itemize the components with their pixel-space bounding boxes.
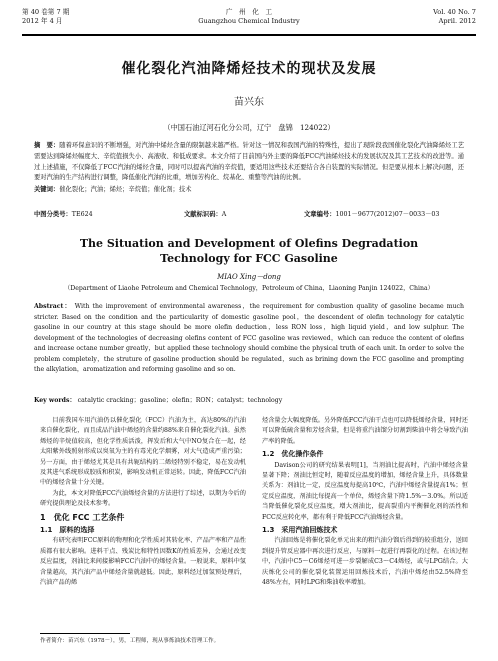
- author-footnote: 作者简介：苗兴东（1978－），男，工程师，现从事炼油技术管理工作。: [40, 638, 220, 644]
- keywords-label: 关键词：: [34, 186, 60, 194]
- english-abstract: [34, 302, 464, 376]
- subsection-heading: 1.3 采用汽油回炼技术: [262, 526, 338, 535]
- english-keywords-text: catalytic cracking；gasoline；olefin；RON；catalyst；technology: [77, 397, 283, 404]
- abstract: [34, 141, 464, 196]
- author-affiliation: （中国石油辽河石化分公司，辽宁 盘锦 124022）: [163, 123, 335, 132]
- body-paragraph: 目前我国车用汽油仍以催化裂化（FCC）汽油为主，高达80%的汽油来自催化裂化，而且成品汽油中烯烃的含量约88%来自催化裂化汽油。虽然烯烃的辛烷值较高，但化学性质活泼，挥发后和大气中NO复合在一起，经太阳紫外线照射形成以臭氧为主的有毒光化学烟雾，对大气造成严重污染；另一方面，由于烯烃尤其是具有共轭结构的二烯烃特别不稳定，易在发动机及其进气系统形成胶质和积炭，影响发动机正常运转。因此，降低FCC汽油中的烯烃含量十分关键。: [40, 417, 246, 487]
- abstract-text: 随着环保意识的不断增强，对汽油中烯烃含量的限制越来越严格。针对这一情况和我国汽油的特殊性，提出了现阶段我国催化裂化汽油降烯烃工艺需要达到降烯烃幅度大、辛烷值损失小、高液收、和低成要求。本文介绍了目前国内外主要的降低FCC汽油烯烃技术的发展状况及其工艺技术的改进等。通过上述措施，不仅降低了FCC汽油的烯烃含量，同时可以提高汽油的辛烷值，要适用这些技术还要结合各自装置的实际情况。但是要从根本上解决问题，还要对汽油的生产结构进行调整，降低催化汽油的比重，增加芳构化、烷基化、重整等汽油的比例。: [34, 142, 465, 182]
- english-keywords-label: Key words：: [34, 397, 76, 404]
- article-title: 催化裂化汽油降烯烃技术的现状及发展: [121, 61, 377, 77]
- article-number-label: 文章编号：: [304, 211, 336, 218]
- header-issue: Vol. 40 No. 7 April. 2012: [433, 8, 476, 25]
- body-paragraph: 有研究表明FCC原料的物理和化学性质对其转化率、产品产率和产品性质都有很大影响。进料干点、残炭比和特性因数K的性质差异，会通过改变反应温度，剂油比来间接影响FCC汽油中的烯烃含量。一般说来，原料中氢含量越高，其汽油产品中烯烃含量就越低。因此，原料经过加氢预处理后，汽油产品的烯: [40, 537, 246, 587]
- header-rule: [22, 35, 476, 36]
- body-right-column: [262, 416, 468, 589]
- english-keywords: [34, 396, 464, 406]
- article-number-value: 1001－9677(2012)07－0033－03: [335, 211, 440, 218]
- header-journal-name: 广 州 化 工 Guangzhou Chemical Industry: [198, 8, 300, 25]
- keywords-text: 催化裂化；汽油；烯烃；辛烷值；催化剂；技术: [59, 186, 192, 194]
- english-affiliation: （Department of Liaohe Petroleum and Chemical Technology，Petroleum of China，Liaoning Panjin 124022，China）: [64, 285, 434, 292]
- body-paragraph: 为此，本文对降低FCC汽油烯烃含量的方法进行了综述，以期为今后的研究提供理论及技术参考。: [40, 489, 246, 508]
- section-heading: 1 优化 FCC 工艺条件: [40, 512, 125, 522]
- body-left-column: [40, 416, 246, 589]
- subsection-heading: 1.2 优化操作条件: [262, 450, 324, 459]
- english-abstract-label: Abstract：: [34, 303, 72, 310]
- body-paragraph: 烃含量会大幅度降低。另外降低FCC汽油干点也可以降低烯烃含量，同时还可以降低硫含量和芳烃含量，但是将重汽油馏分切割到柴油中将会导致汽油产率的降低。: [262, 417, 468, 445]
- running-header: [22, 8, 476, 35]
- body-paragraph: Davison公司的研究结果表明[1]，当剂油比提高时，汽油中烯烃含量显著下降；剂油比恒定时，随着反应温度的增加，烯烃含量上升，具体数量关系为：剂油比一定，反应温度每提高10℃，汽油中烯烃含量提高1%；恒定反应温度，剂油比每提高一个单位，烯烃含量下降1.5%～3.0%。所以适当降低催化裂化反应温度，增大剂油比，提高裂重内平衡催化剂的活性和FCC反应转化率，都有利于降低FCC汽油烯烃含量。: [262, 461, 468, 521]
- body-paragraph: 汽油回炼是将催化裂化单元出来的粗汽油分馏后得到的较重组分，送回到提升管反应器中再次进行反应，与原料一起进行再裂化的过程。在该过程中，汽油中C5～C6烯烃可进一步裂解成C3～C4烯烃，或与LPG结合。大庆炼化公司的催化裂化装置运用回炼技术后，汽油中烯烃由52.5%降至48%左右，同时LPG和柴油收率增加。: [262, 537, 468, 587]
- english-author: MIAO Xing－dong: [217, 273, 281, 281]
- english-abstract-text: With the improvement of environmental awareness，the requirement for combustion quality of gasoline became much stricter. Based on the condition and the particularity of domestic gasoline pool，the descendent of olefin technology for catalytic gasoline in our country at this stage should be more olefin deduction，less RON loss，high liquid yield，and low sulphur. The development of the technologies of decreasing olefins content of FCC gasoline was reviewed，which can reduce the content of olefins and increase octane number greatly，but applied these technology should combine the physical truth of each unit. In order to solve the problem completely，the struture of gasoline production should be regulated，such as brining down the FCC gasoline and prompting the alkylation，aromatization and reforming gasoline and so on.: [34, 303, 464, 373]
- doc-code-label: 文献标识码：: [184, 211, 222, 218]
- abstract-label: 摘 要：: [34, 142, 60, 149]
- doc-code-value: A: [221, 211, 227, 218]
- author-name: 苗兴东: [234, 97, 264, 108]
- footnote-rule: [40, 633, 130, 634]
- english-title: The Situation and Development of Olefins Degradation Technology for FCC Gasoline: [79, 237, 419, 265]
- clc-label: 中图分类号：: [34, 211, 72, 218]
- subsection-heading: 1.1 原料的选择: [40, 526, 95, 535]
- header-volume: 第 40 卷第 7 期 2012 年 4 月: [22, 8, 70, 25]
- clc-value: TE624: [71, 211, 93, 218]
